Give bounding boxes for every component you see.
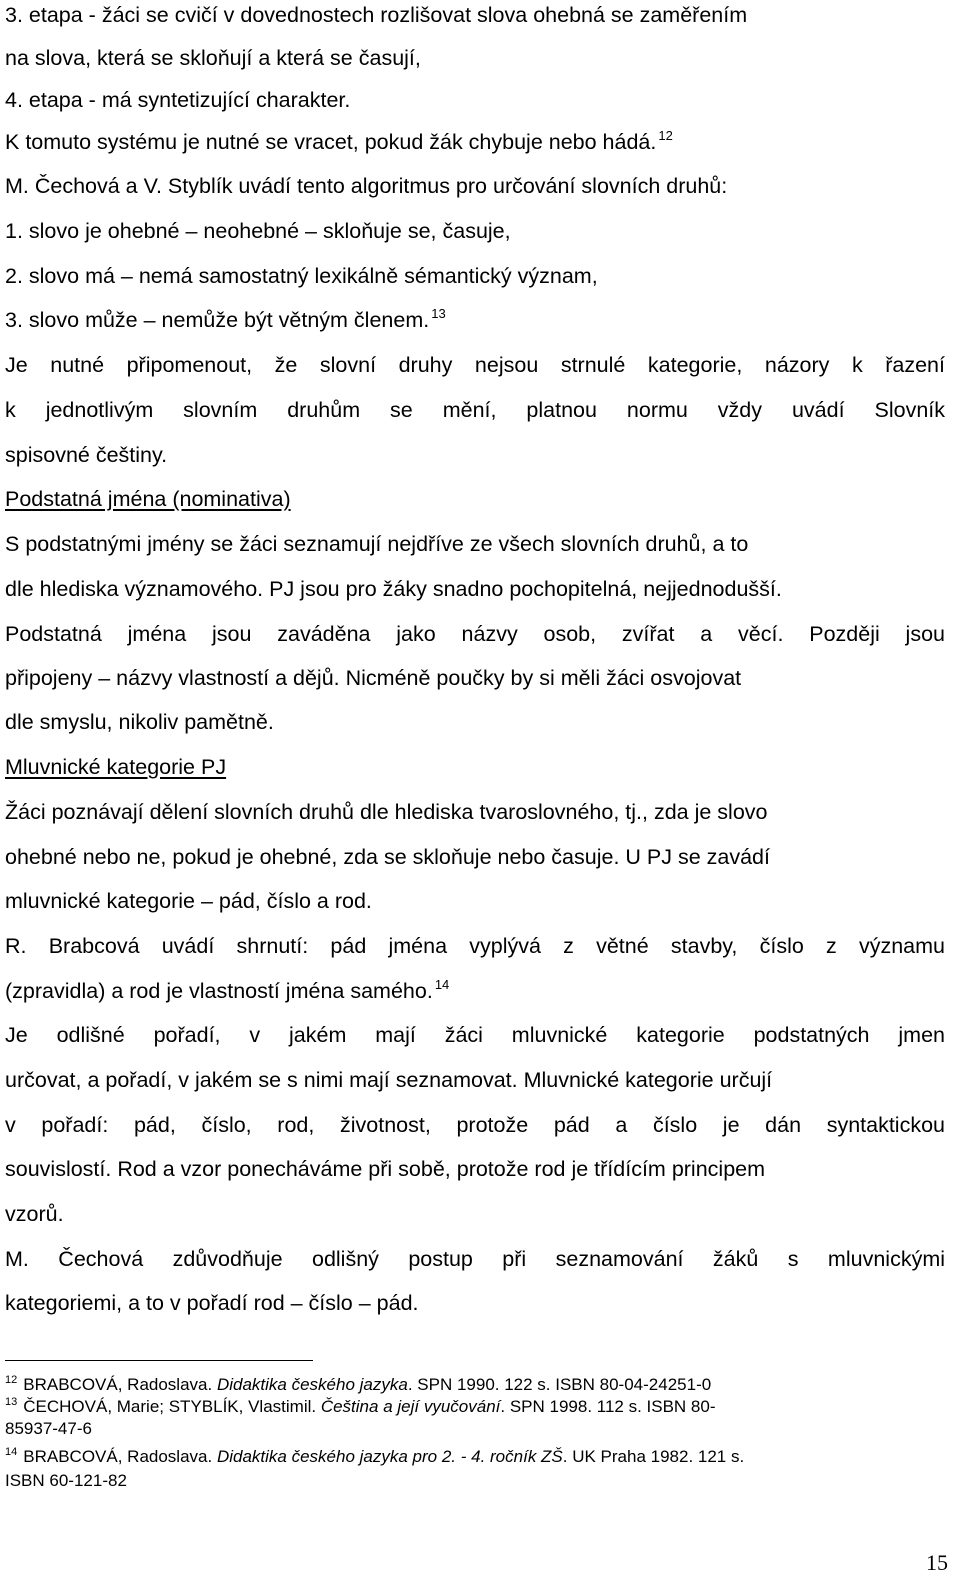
footnote-number: 14 (5, 1446, 18, 1458)
body-line: dle smyslu, nikoliv pamětně. (5, 710, 274, 734)
footnote-ref: 13 (431, 306, 446, 321)
body-line: mluvnické kategorie – pád, číslo a rod. (5, 889, 372, 913)
body-line: připojeny – názvy vlastností a dějů. Nicméně poučky by si měli žáci osvojovat (5, 666, 742, 690)
body-line: vzorů. (5, 1202, 64, 1226)
section-heading: Mluvnické kategorie PJ (5, 755, 227, 779)
body-line: 4. etapa - má syntetizující charakter. (5, 88, 351, 112)
body-line: M. Čechová a V. Styblík uvádí tento algoritmus pro určování slovních druhů: (5, 174, 728, 198)
footnote: $^{13}$ ČECHOVÁ, Marie; STYBLÍK, Vlastimil. Čeština a její vyučování. SPN 1998. 112 s. ISBN 80- (5, 1396, 716, 1416)
footnote-number: 13 (5, 1396, 18, 1408)
body-line: Podstatná jména jsou zaváděna jako názvy osob, zvířat a věcí. Později jsou (5, 622, 945, 646)
footnote-number: 12 (5, 1374, 18, 1386)
footnote-ref: 14 (434, 977, 450, 992)
footnote-continuation: 85937-47-6 (5, 1419, 92, 1438)
body-line: určovat, a pořadí, v jakém se s nimi mají seznamovat. Mluvnické kategorie určují (5, 1068, 773, 1092)
body-line: souvislostí. Rod a vzor ponecháváme při sobě, protože rod je třídícím principem (5, 1157, 766, 1181)
footnote-continuation: ISBN 60-121-82 (5, 1471, 127, 1490)
body-line: ohebné nebo ne, pokud je ohebné, zda se skloňuje nebo časuje. U PJ se zavádí (5, 845, 770, 869)
body-line: (zpravidla) a rod je vlastností jména samého. $^{14}$ (5, 977, 450, 1003)
page-number: 15 (926, 1550, 948, 1575)
body-line: R. Brabcová uvádí shrnutí: pád jména vyplývá z větné stavby, číslo z významu (5, 934, 945, 958)
body-line: M. Čechová zdůvodňuje odlišný postup při seznamování žáků s mluvnickými (5, 1247, 945, 1271)
body-line: Žáci poznávají dělení slovních druhů dle hlediska tvaroslovného, tj., zda je slovo (5, 800, 768, 824)
body-line: dle hlediska významového. PJ jsou pro žáky snadno pochopitelná, nejjednodušší. (5, 577, 782, 601)
body-line: k jednotlivým slovním druhům se mění, platnou normu vždy uvádí Slovník (5, 398, 945, 422)
body-line: spisovné češtiny. (5, 443, 168, 467)
footnote-ref: 12 (658, 128, 673, 143)
footnote: $^{12}$ BRABCOVÁ, Radoslava. Didaktika českého jazyka. SPN 1990. 122 s. ISBN 80-04-24251-0 (5, 1374, 712, 1394)
body-line: 3. slovo může – nemůže být větným členem. $^{13}$ (5, 306, 446, 332)
body-line: K tomuto systému je nutné se vracet, pokud žák chybuje nebo hádá. $^{12}$ (5, 128, 673, 154)
body-line: 1. slovo je ohebné – neohebné – skloňuje se, časuje, (5, 219, 511, 243)
body-line: Je odlišné pořadí, v jakém mají žáci mluvnické kategorie podstatných jmen (5, 1023, 945, 1047)
section-heading: Podstatná jména (nominativa) (5, 487, 291, 511)
body-line: 2. slovo má – nemá samostatný lexikálně sémantický význam, (5, 264, 598, 288)
body-line: na slova, která se skloňují a která se časují, (5, 46, 421, 70)
body-line: S podstatnými jmény se žáci seznamují nejdříve ze všech slovních druhů, a to (5, 532, 749, 556)
body-line: v pořadí: pád, číslo, rod, životnost, protože pád a číslo je dán syntaktickou (5, 1113, 945, 1137)
footnote-separator (5, 1360, 313, 1361)
footnote: $^{14}$ BRABCOVÁ, Radoslava. Didaktika českého jazyka pro 2. - 4. ročník ZŠ. UK Praha 1982. 121 s. (5, 1446, 745, 1466)
body-line: kategoriemi, a to v pořadí rod – číslo – pád. (5, 1291, 419, 1315)
body-line: Je nutné připomenout, že slovní druhy nejsou strnulé kategorie, názory k řazení (5, 353, 945, 377)
body-line: 3. etapa - žáci se cvičí v dovednostech rozlišovat slova ohebná se zaměřením (5, 3, 748, 27)
